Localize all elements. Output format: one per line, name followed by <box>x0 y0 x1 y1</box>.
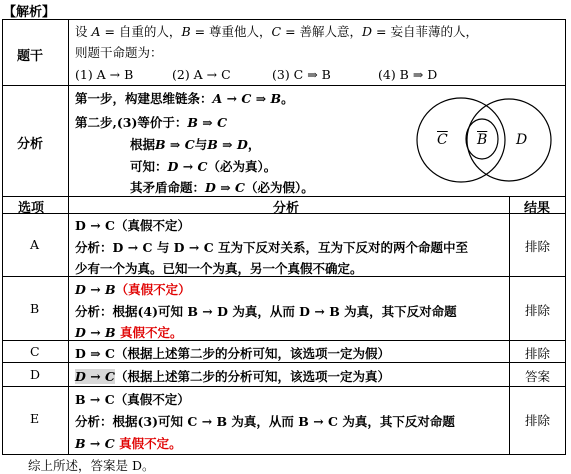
row-e-option: E <box>30 411 40 426</box>
conclusion-text: 综上所述，答案是 D。 <box>28 458 155 473</box>
stem-label: 题干 <box>17 49 44 64</box>
row-a-line-3: 少有一个为真。已知一个为真，另一个真假不确定。 <box>75 261 363 276</box>
row-a-line-2: 分析：D → C 与 D → C 互为下反对关系，互为下反对的两个命题中至 <box>75 240 469 255</box>
col-header-result: 结果 <box>524 201 551 216</box>
analysis-line-3: 根据B ⇒ C与B ⇒ D， <box>130 137 261 152</box>
row-c-result: 排除 <box>525 346 551 361</box>
col-header-analysis: 分析 <box>273 201 300 216</box>
stem-prop-3: (3) C ⇒ B <box>272 67 331 82</box>
section-header: 【解析】 <box>3 5 56 20</box>
row-c-line-1: D ⇒ C（根据上述第二步的分析可知，该选项一定为假） <box>75 346 390 361</box>
row-b-line-2: 分析：根据(4)可知 B → D 为真，从而 D → B 为真，其下反对命题 <box>75 304 457 319</box>
venn-label-d: D <box>516 132 528 148</box>
row-e-line-2: 分析：根据(3)可知 C → B 为真，从而 B → C 为真，其下反对命题 <box>75 414 455 429</box>
row-c-option: C <box>30 344 40 359</box>
analysis-line-4: 可知：D → C（必为真）。 <box>130 159 277 174</box>
venn-label-b: $\overline{B}$ <box>477 132 488 148</box>
row-e-line-3: B → C 真假不定。 <box>75 436 182 451</box>
venn-label-c: $\overline{C}$ <box>437 132 448 148</box>
stem-line-1: 设 A = 自重的人，B = 尊重他人，C = 善解人意，D = 妄自菲薄的人， <box>75 24 478 39</box>
row-b-option: B <box>30 301 40 316</box>
row-e-line-1: B → C（真假不定） <box>75 392 190 407</box>
row-a-result: 排除 <box>525 239 551 254</box>
analysis-label: 分析 <box>17 137 44 152</box>
row-d-option: D <box>30 367 41 382</box>
row-a-line-1: D → C（真假不定） <box>75 218 190 233</box>
analysis-step-2: 第二步,(3)等价于：B ⇒ C <box>75 115 228 130</box>
row-d-result: 答案 <box>525 369 551 384</box>
row-a-option: A <box>30 237 40 252</box>
stem-prop-1: (1) A → B <box>75 67 134 82</box>
col-header-option: 选项 <box>18 201 45 216</box>
row-b-result: 排除 <box>525 303 551 318</box>
analysis-step-1: 第一步，构建思维链条：A → C ⇒ B。 <box>75 91 294 106</box>
stem-prop-4: (4) B ⇒ D <box>378 67 438 82</box>
row-b-line-1: D → B（真假不定） <box>75 282 191 297</box>
analysis-line-5: 其矛盾命题：D ⇒ C（必为假）。 <box>130 180 314 195</box>
row-d-line-1: D → C（根据上述第二步的分析可知，该选项一定为真） <box>75 369 390 384</box>
stem-prop-2: (2) A → C <box>172 67 231 82</box>
row-e-result: 排除 <box>525 413 551 428</box>
stem-line-2: 则题干命题为： <box>75 45 163 60</box>
row-b-line-3: D → B 真假不定。 <box>75 325 183 340</box>
